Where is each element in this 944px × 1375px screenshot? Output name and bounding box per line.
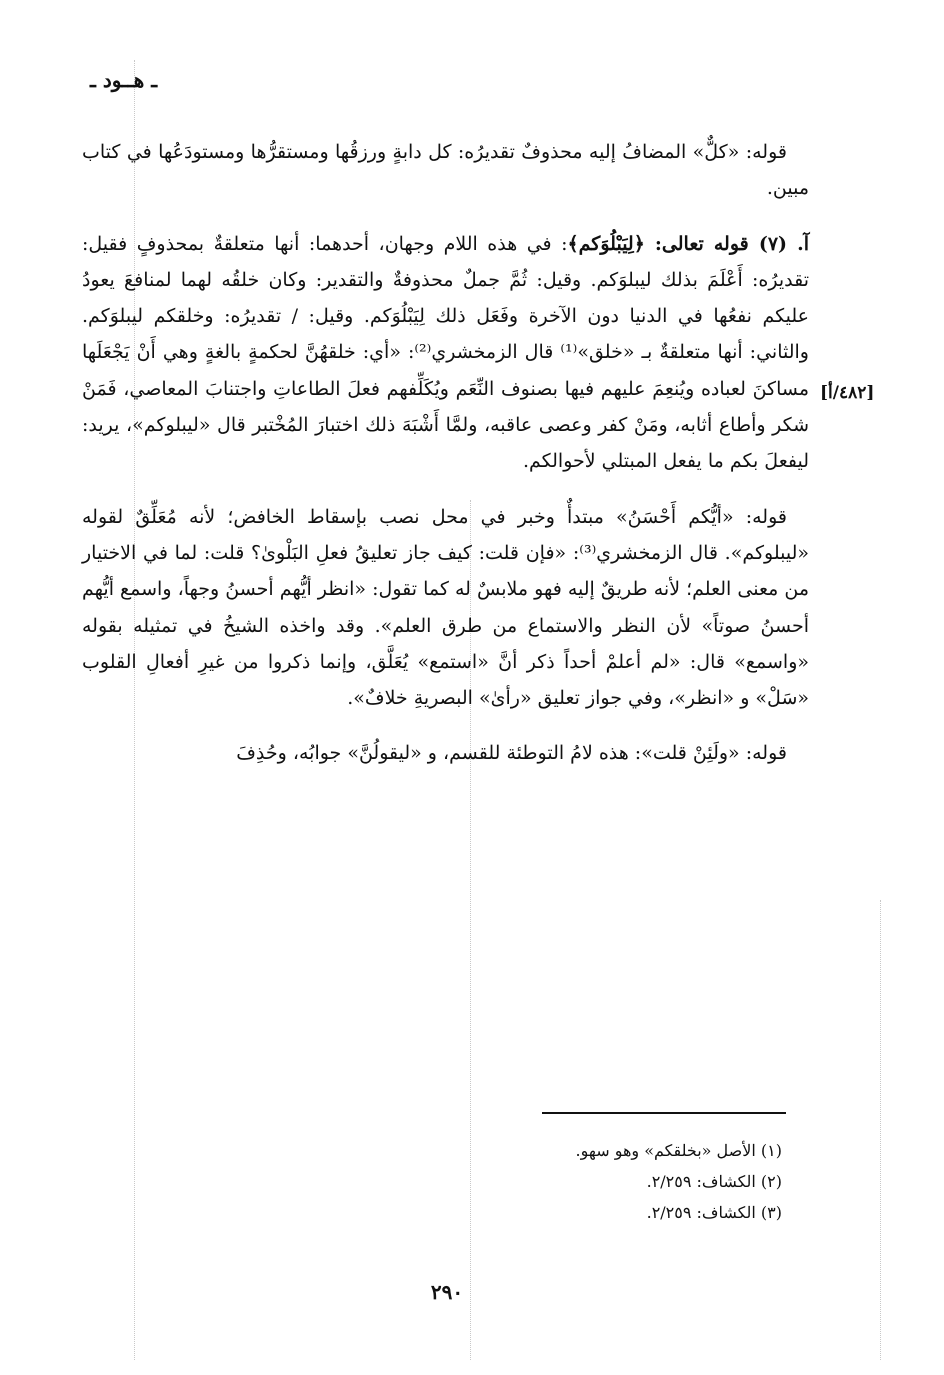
verse-heading: آ. (٧) قوله تعالى: ﴿لِيَبْلُوَكم﴾ bbox=[567, 232, 809, 255]
paragraph: قوله: «ولَئِنْ قلت»: هذه لامُ التوطئة للقسم، و «ليقولُنَّ» جوابُه، وحُذِفَ bbox=[236, 742, 787, 765]
main-text bbox=[82, 134, 809, 791]
verse-intro: : في هذه اللام وجهان، أحدهما: bbox=[308, 232, 568, 255]
paragraph: قوله: «أيُّكم أَحْسَنُ» مبتدأٌ وخبر في محل نصب بإسقاط الخافض؛ لأنه مُعَلِّقٌ لقوله «ليبلوكم». قال الزمخشري⁽³⁾: «فإن قلت: كيف جاز تعليقُ فعلِ البَلْوىٰ؟ قلت: لما في الاختيار من معنى العلم؛ لأنه طريقٌ إليه فهو ملابسٌ له كما تقول: «انظر أيُّهم أحسنُ وجهاً، واسمع أيُّهم أحسنُ صوتاً» لأن النظر والاستماع من طرق العلم». وقد واخذه الشيخُ في تمثيله بقوله «واسمع» قال: «لم أعلمْ أحداً ذكر أنَّ «استمع» يُعَلَّق، وإنما ذكروا من غيرِ أفعالِ القلوب «سَلْ» و «انظر»، وفي جواز تعليق «رأىٰ» البصريةِ خلافٌ». bbox=[82, 505, 809, 710]
footnote-separator bbox=[542, 1112, 786, 1114]
footnote: (٣) الكشاف: ٢/٢٥٩. bbox=[646, 1203, 782, 1222]
verse-paragraph bbox=[82, 226, 809, 480]
scan-guide-line bbox=[880, 900, 881, 1360]
paragraph: قوله: «كلٌّ» المضافُ إليه محذوفٌ تقديرُه: كل دابةٍ ورزقُها ومستقرُّها ومستودَعُها في كتاب مبين. bbox=[82, 141, 809, 200]
page-number: ٢٩٠ bbox=[430, 1280, 464, 1304]
margin-folio-marker: [٤٨٢/أ] bbox=[820, 383, 875, 403]
footnote: (١) الأصل «بخلقكم» وهو سهو. bbox=[575, 1141, 782, 1160]
paragraph-body: أنها متعلقةٌ بمحذوفٍ فقيل: تقديرُه: أَعْلَمَ بذلك ليبلوَكم. وقيل: ثُمَّ جملٌ محذوفةٌ والتقدير: وكان خلقُه لهما لمنافعَ يعودُ عليكم نفعُها في الدنيا دون الآخرة وفَعَل ذلك لِيَبْلُوَكم. وقيل: / تقديرُه: وخلقكم ليبلوَكم. والثاني: أنها متعلقةٌ بـ «خلق»⁽¹⁾ قال الزمخشري⁽²⁾: «أي: خلقهُنَّ لحكمةٍ بالغةٍ وهي أَنْ يَجْعَلَها مساكنَ لعباده ويُنعِمَ عليهم فيها بصنوف النِّعَم ويُكَلِّفهم فعلَ الطاعاتِ واجتنابَ المعاصي، فَمَنْ شكر وأطاع أثابه، ومَنْ كفر وعصى عاقبه، ولمَّا أَشْبَهَ ذلك اختبارَ المُخْتبر قال «ليبلوكم»، يريد: ليفعلَ بكم ما يفعل المبتلي لأحوالكم. bbox=[82, 232, 809, 473]
footnote: (٢) الكشاف: ٢/٢٥٩. bbox=[646, 1172, 782, 1191]
footnotes bbox=[300, 1135, 782, 1228]
running-head: ـ هــود ـ bbox=[90, 68, 158, 92]
